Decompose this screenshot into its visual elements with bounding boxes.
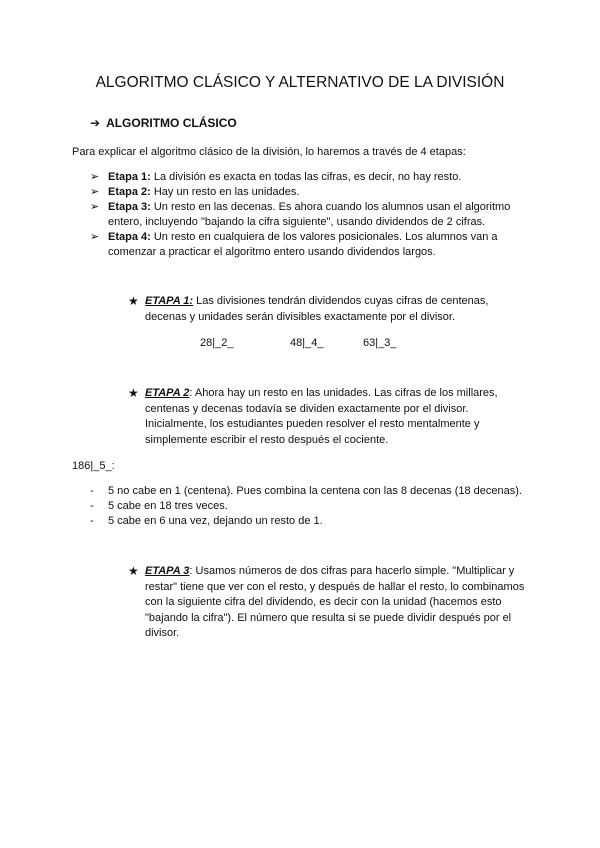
example-label: 186|_5_: (72, 460, 115, 472)
star-bullet-icon: ★ (128, 294, 139, 308)
etapa3-label: ETAPA 3 (145, 565, 190, 577)
dash-bullet-icon: - (90, 515, 94, 527)
division-example: 48|_4_ (290, 337, 324, 349)
dash-bullet-icon: - (90, 485, 94, 497)
etapa2-text: : Ahora hay un resto en las unidades. Las cifras de los millares, centenas y decenas todavía se dividen exactamente por el divisor. Inicialmente, los estudiantes pueden resolver el resto mentalmente y simplemente escribir el resto después el cociente. (145, 387, 498, 446)
list-item (90, 499, 570, 514)
step-text: 5 no cabe en 1 (centena). Pues combina la centena con las 8 decenas (18 decenas). (108, 485, 522, 497)
list-item (90, 514, 570, 529)
etapa1-text: Las divisiones tendrán dividendos cuyas cifras de centenas, decenas y unidades serán divisibles exactamente por el divisor. (145, 295, 489, 323)
list-item (90, 484, 570, 499)
stage-label: Etapa 4: (108, 231, 151, 243)
division-example: 63|_3_ (363, 337, 397, 349)
page-title: ALGORITMO CLÁSICO Y ALTERNATIVO DE LA DIVISIÓN (95, 74, 505, 91)
division-example: 28|_2_ (200, 337, 234, 349)
arrowhead-bullet-icon: ➢ (90, 201, 100, 213)
list-item (90, 230, 530, 260)
arrowhead-bullet-icon: ➢ (90, 231, 100, 243)
etapa2-label: ETAPA 2 (145, 387, 190, 399)
step-text: 5 cabe en 6 una vez, dejando un resto de 1. (108, 515, 323, 527)
list-item (90, 170, 530, 185)
arrowhead-bullet-icon: ➢ (90, 186, 100, 198)
star-bullet-icon: ★ (128, 386, 139, 400)
stage-text: Un resto en cualquiera de los valores posicionales. Los alumnos van a comenzar a practicar el algoritmo entero usando dividendos largos. (108, 231, 498, 258)
example-steps (90, 484, 570, 529)
list-item (90, 200, 530, 230)
section-heading (90, 116, 237, 130)
stage-label: Etapa 3: (108, 201, 151, 213)
etapa1-label: ETAPA 1: (145, 295, 194, 307)
etapa2-block (128, 386, 525, 448)
etapa3-text: : Usamos números de dos cifras para hacerlo simple. "Multiplicar y restar" tiene que ver con el resto, y después de hallar el resto, lo combinamos con la siguiente cifra del dividendo, es decir con la unidad (hacemos esto "bajando la cifra"). El número que resulta si se puede dividir después por el divisor. (145, 565, 525, 639)
stage-text: Un resto en las decenas. Es ahora cuando los alumnos usan el algoritmo entero, incluyendo "bajando la cifra siguiente", usando dividendos de 2 cifras. (108, 201, 511, 228)
stage-text: La división es exacta en todas las cifras, es decir, no hay resto. (150, 171, 462, 183)
stage-list (90, 170, 530, 260)
stage-label: Etapa 1: (108, 171, 151, 183)
intro-paragraph: Para explicar el algoritmo clásico de la división, lo haremos a través de 4 etapas: (72, 146, 466, 158)
section-heading-text: ALGORITMO CLÁSICO (106, 116, 237, 130)
list-item (90, 185, 530, 200)
etapa3-block (128, 564, 535, 642)
star-bullet-icon: ★ (128, 564, 139, 578)
arrow-right-icon: ➔ (90, 116, 101, 130)
dash-bullet-icon: - (90, 500, 94, 512)
step-text: 5 cabe en 18 tres veces. (108, 500, 228, 512)
stage-label: Etapa 2: (108, 186, 151, 198)
etapa1-block (128, 294, 505, 325)
stage-text: Hay un resto en las unidades. (150, 186, 300, 198)
arrowhead-bullet-icon: ➢ (90, 171, 100, 183)
